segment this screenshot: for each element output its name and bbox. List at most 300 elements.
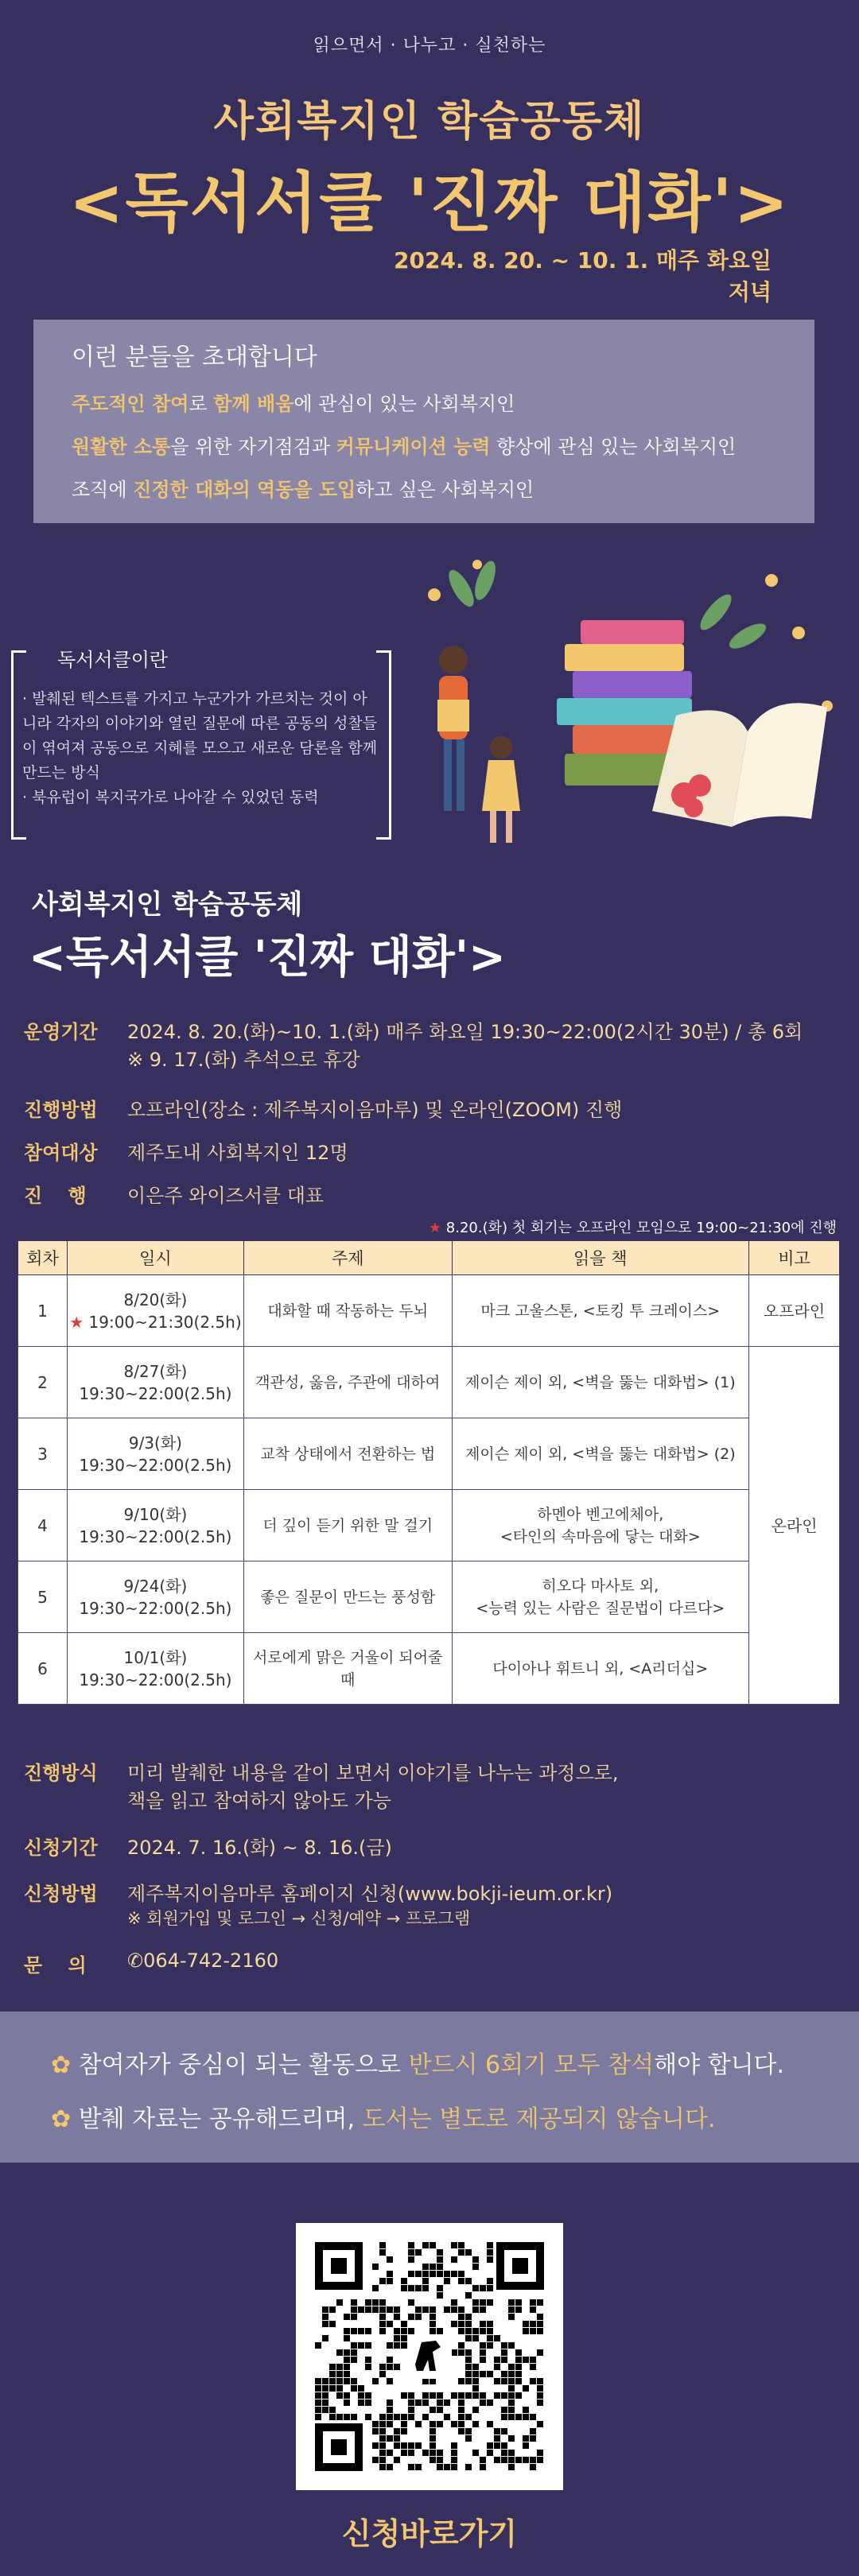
qr-module [372, 2264, 379, 2270]
qr-module [322, 2399, 328, 2406]
qr-module [480, 2306, 486, 2313]
qr-module [494, 2335, 500, 2341]
invite-line-3: 조직에 진정한 대화의 역동을 도입하고 싶은 사회복지인 [72, 479, 534, 501]
about-text: · 발췌된 텍스트를 가지고 누군가가 가르치는 것이 아니라 각자의 이야기와 열린 질문에 따른 공동의 성찰들이 엮여져 공동으로 지혜를 모으고 새로운 담론을 함께 만드는 방식 · 북유럽이 복지국가로 나아갈 수 있었던 동력 [22, 690, 378, 806]
phone-icon: ✆ [127, 1949, 144, 1972]
qr-module [344, 2335, 350, 2341]
qr-module [379, 2306, 386, 2313]
qr-module [372, 2306, 379, 2313]
first-session-note: ★ 8.20.(화) 첫 회기는 오프라인 모임으로 19:00~21:30에 진행 [428, 1220, 837, 1236]
qr-module [336, 2385, 343, 2392]
qr-module [501, 2457, 507, 2463]
qr-module [344, 2378, 350, 2384]
qr-module [415, 2285, 422, 2291]
qr-module [351, 2299, 357, 2306]
qr-module [458, 2407, 464, 2413]
qr-module [351, 2414, 357, 2420]
qr-module [422, 2278, 429, 2284]
qr-module [458, 2249, 464, 2256]
qr-module [358, 2399, 364, 2406]
qr-module [537, 2450, 543, 2456]
col-header-topic: 주제 [243, 1241, 452, 1275]
open-book [652, 703, 827, 827]
qr-module [537, 2328, 543, 2334]
qr-module [387, 2450, 393, 2456]
qr-module [394, 2442, 400, 2449]
qr-module [408, 2407, 414, 2413]
qr-module [451, 2464, 457, 2470]
qr-module [487, 2371, 493, 2377]
qr-module [537, 2457, 543, 2463]
qr-module [401, 2285, 407, 2291]
qr-module [537, 2349, 543, 2356]
qr-module [515, 2306, 522, 2313]
qr-module [401, 2442, 407, 2449]
qr-module [379, 2242, 386, 2248]
qr-code-image [296, 2223, 563, 2490]
qr-module [501, 2450, 507, 2456]
qr-module [451, 2242, 457, 2248]
qr-module [501, 2371, 507, 2377]
qr-module [494, 2435, 500, 2442]
qr-module [508, 2364, 515, 2370]
qr-module [408, 2328, 414, 2334]
qr-module [329, 2378, 336, 2384]
qr-module [430, 2328, 436, 2334]
qr-module [322, 2321, 328, 2327]
qr-module [379, 2364, 386, 2370]
qr-module [472, 2328, 479, 2334]
qr-module [530, 2364, 536, 2370]
qr-module [365, 2342, 371, 2349]
qr-module [315, 2407, 321, 2413]
qr-module [472, 2285, 479, 2291]
schedule-table [17, 1240, 840, 1705]
qr-module [494, 2392, 500, 2399]
qr-module [387, 2321, 393, 2327]
qr-module [394, 2457, 400, 2463]
qr-module [387, 2435, 393, 2442]
qr-module [351, 2385, 357, 2392]
qr-module [465, 2378, 472, 2384]
qr-module [365, 2328, 371, 2334]
qr-module [451, 2271, 457, 2277]
qr-module [508, 2306, 515, 2313]
qr-module [422, 2392, 429, 2399]
qr-module [465, 2428, 472, 2434]
invite-line-2: 원활한 소통을 위한 자기점검과 커뮤니케이션 능력 향상에 관심 있는 사회복지인 [72, 436, 737, 458]
qr-module [322, 2407, 328, 2413]
about-box [11, 650, 391, 835]
qr-module [351, 2349, 357, 2356]
qr-module [465, 2364, 472, 2370]
qr-module [379, 2299, 386, 2306]
table-row: 3 9/3(화) 19:30~22:00(2.5h) 교착 상태에서 전환하는 법 제이슨 제이 외, <벽을 뚫는 대화법> (2) [18, 1418, 840, 1490]
qr-module [430, 2306, 436, 2313]
qr-module [408, 2464, 414, 2470]
qr-module [465, 2314, 472, 2320]
qr-module [430, 2321, 436, 2327]
qr-module [365, 2399, 371, 2406]
qr-module [430, 2435, 436, 2442]
info-target: 참여대상 제주도내 사회복지인 12명 [24, 1142, 348, 1164]
qr-module [408, 2414, 414, 2420]
qr-module [465, 2464, 472, 2470]
qr-module [487, 2285, 493, 2291]
qr-module [430, 2392, 436, 2399]
invite-title: 이런 분들을 초대합니다 [72, 343, 317, 371]
qr-module [372, 2378, 379, 2384]
qr-module [372, 2421, 379, 2427]
qr-module [379, 2414, 386, 2420]
qr-module [451, 2457, 457, 2463]
qr-module [387, 2342, 393, 2349]
qr-module [437, 2407, 443, 2413]
qr-module [451, 2421, 457, 2427]
qr-module [315, 2414, 321, 2420]
qr-module [365, 2306, 371, 2313]
star-icon: ★ [69, 1312, 89, 1332]
table-row: 5 9/24(화) 19:30~22:00(2.5h) 좋은 질문이 만드는 풍성함 히오다 마사토 외, <능력 있는 사람은 질문법이 다르다> [18, 1562, 840, 1633]
qr-module [315, 2385, 321, 2392]
qr-module [365, 2357, 371, 2363]
qr-module [379, 2428, 386, 2434]
about-title: 독서서클이란 [49, 644, 176, 672]
qr-module [494, 2457, 500, 2463]
section-main-title: <독서서클 '진짜 대화'> [29, 932, 506, 983]
qr-module [480, 2392, 486, 2399]
qr-module [437, 2464, 443, 2470]
qr-module [408, 2442, 414, 2449]
star-icon: ★ [428, 1220, 442, 1236]
qr-module [508, 2314, 515, 2320]
qr-module [472, 2335, 479, 2341]
qr-module [387, 2364, 393, 2370]
qr-module [487, 2256, 493, 2263]
qr-module [394, 2342, 400, 2349]
qr-module [508, 2457, 515, 2463]
qr-module [344, 2364, 350, 2370]
table-header-row [18, 1241, 840, 1275]
qr-module [387, 2378, 393, 2384]
qr-module [422, 2242, 429, 2248]
qr-module [387, 2306, 393, 2313]
info-process: 진행방식 미리 발췌한 내용을 같이 보면서 이야기를 나누는 과정으로, 책을 읽고 참여하지 않아도 가능 [24, 1762, 619, 1812]
qr-module [472, 2392, 479, 2399]
qr-module [415, 2399, 422, 2406]
qr-module [437, 2450, 443, 2456]
qr-module [394, 2428, 400, 2434]
qr-module [408, 2392, 414, 2399]
qr-module [537, 2421, 543, 2427]
qr-module [451, 2299, 457, 2306]
qr-module [458, 2349, 464, 2356]
qr-module [465, 2249, 472, 2256]
qr-module [372, 2442, 379, 2449]
qr-module [394, 2306, 400, 2313]
qr-module [344, 2414, 350, 2420]
qr-module [451, 2450, 457, 2456]
info-apply-period: 신청기간 2024. 7. 16.(화) ~ 8. 16.(금) [24, 1837, 392, 1859]
qr-module [408, 2242, 414, 2248]
qr-module [329, 2407, 336, 2413]
qr-module [523, 2385, 529, 2392]
invite-line-1: 주도적인 참여로 함께 배움에 관심이 있는 사회복지인 [72, 393, 515, 415]
qr-module [530, 2414, 536, 2420]
qr-module [344, 2349, 350, 2356]
qr-module [401, 2414, 407, 2420]
qr-module [480, 2371, 486, 2377]
qr-module [472, 2264, 479, 2270]
qr-module [465, 2435, 472, 2442]
qr-module [494, 2357, 500, 2363]
qr-module [415, 2314, 422, 2320]
qr-module [401, 2278, 407, 2284]
qr-module [394, 2435, 400, 2442]
qr-module [458, 2421, 464, 2427]
qr-module [494, 2442, 500, 2449]
qr-module [537, 2314, 543, 2320]
qr-module [480, 2321, 486, 2327]
qr-module [365, 2392, 371, 2399]
qr-module [430, 2314, 436, 2320]
qr-module [501, 2392, 507, 2399]
qr-module [487, 2342, 493, 2349]
qr-module [458, 2414, 464, 2420]
col-header-date: 일시 [67, 1241, 243, 1275]
qr-module [358, 2392, 364, 2399]
qr-module [408, 2271, 414, 2277]
qr-module [487, 2442, 493, 2449]
qr-module [437, 2249, 443, 2256]
qr-module [322, 2385, 328, 2392]
qr-module [472, 2364, 479, 2370]
qr-module [422, 2271, 429, 2277]
qr-module [351, 2328, 357, 2334]
qr-module [494, 2378, 500, 2384]
qr-module [523, 2435, 529, 2442]
qr-module [437, 2392, 443, 2399]
qr-module [444, 2271, 450, 2277]
qr-module [523, 2321, 529, 2327]
qr-module [344, 2328, 350, 2334]
qr-module [394, 2414, 400, 2420]
qr-module [379, 2371, 386, 2377]
qr-module [515, 2378, 522, 2384]
qr-module [430, 2242, 436, 2248]
qr-code[interactable] [296, 2223, 563, 2490]
qr-module [336, 2392, 343, 2399]
qr-module [487, 2278, 493, 2284]
qr-module [472, 2378, 479, 2384]
qr-module [508, 2392, 515, 2399]
qr-module [401, 2342, 407, 2349]
qr-module [379, 2421, 386, 2427]
qr-module [480, 2464, 486, 2470]
qr-module [487, 2299, 493, 2306]
qr-module [422, 2264, 429, 2270]
qr-module [408, 2399, 414, 2406]
qr-module [451, 2392, 457, 2399]
qr-module [401, 2328, 407, 2334]
qr-module [415, 2421, 422, 2427]
col-header-note: 비고 [749, 1241, 840, 1275]
qr-module [501, 2442, 507, 2449]
qr-module [437, 2292, 443, 2299]
qr-module [408, 2299, 414, 2306]
qr-module [430, 2457, 436, 2463]
table-row: 1 8/20(화) ★ 19:00~21:30(2.5h) 대화할 때 작동하는 두뇌 마크 고울스톤, <토킹 투 크레이스> 오프라인 [18, 1275, 840, 1347]
qr-module [472, 2371, 479, 2377]
qr-module [401, 2428, 407, 2434]
qr-module [430, 2421, 436, 2427]
qr-module [515, 2364, 522, 2370]
qr-module [387, 2256, 393, 2263]
qr-module [451, 2321, 457, 2327]
qr-module [458, 2342, 464, 2349]
section-title: 사회복지인 학습공동체 [32, 889, 303, 921]
qr-module [458, 2428, 464, 2434]
notice-line-2: ✿ 발췌 자료는 공유해드리며, 도서는 별도로 제공되지 않습니다. [51, 2105, 716, 2133]
qr-module [422, 2378, 429, 2384]
qr-module [430, 2378, 436, 2384]
info-host: 진 행 이은주 와이즈서클 대표 [24, 1185, 325, 1207]
qr-module [344, 2392, 350, 2399]
qr-module [422, 2414, 429, 2420]
qr-module [501, 2378, 507, 2384]
qr-module [458, 2321, 464, 2327]
qr-module [344, 2371, 350, 2377]
table-row: 4 9/10(화) 19:30~22:00(2.5h) 더 깊이 듣기 위한 말 걸기 하멘아 벤고에체아, <타인의 속마음에 닿는 대화> [18, 1490, 840, 1562]
col-header-no: 회차 [18, 1241, 68, 1275]
qr-module [351, 2357, 357, 2363]
qr-module [358, 2328, 364, 2334]
qr-module [537, 2385, 543, 2392]
qr-module [530, 2378, 536, 2384]
qr-module [472, 2306, 479, 2313]
qr-module [530, 2299, 536, 2306]
qr-module [387, 2399, 393, 2406]
girl-figure [482, 736, 520, 843]
header-main-title: <독서서클 '진짜 대화'> [68, 165, 791, 241]
header-date: 2024. 8. 20. ~ 10. 1. 매주 화요일 저녁 [394, 247, 772, 305]
qr-module [430, 2264, 436, 2270]
qr-module [530, 2464, 536, 2470]
qr-module [465, 2278, 472, 2284]
qr-module [422, 2285, 429, 2291]
woman-figure [437, 646, 469, 811]
qr-module [508, 2407, 515, 2413]
qr-module [437, 2457, 443, 2463]
qr-module [379, 2328, 386, 2334]
qr-module [422, 2450, 429, 2456]
qr-module [358, 2385, 364, 2392]
qr-module [394, 2335, 400, 2341]
qr-module [515, 2414, 522, 2420]
qr-module [458, 2242, 464, 2248]
qr-module [458, 2314, 464, 2320]
qr-module [451, 2306, 457, 2313]
qr-module [379, 2450, 386, 2456]
qr-module [458, 2306, 464, 2313]
qr-module [336, 2299, 343, 2306]
qr-module [501, 2342, 507, 2349]
qr-module [322, 2392, 328, 2399]
qr-module [322, 2314, 328, 2320]
qr-module [329, 2364, 336, 2370]
qr-module [515, 2357, 522, 2363]
qr-module [458, 2278, 464, 2284]
qr-module [372, 2457, 379, 2463]
qr-module [437, 2399, 443, 2406]
qr-module [351, 2306, 357, 2313]
qr-module [508, 2435, 515, 2442]
qr-module [379, 2442, 386, 2449]
apply-link[interactable]: 신청바로가기 [341, 2516, 518, 2551]
qr-module [472, 2256, 479, 2263]
qr-module [394, 2314, 400, 2320]
notice-line-1: ✿ 참여자가 중심이 되는 활동으로 반드시 6회기 모두 참석해야 합니다. [51, 2051, 785, 2079]
qr-module [501, 2349, 507, 2356]
flower-icon: ✿ [51, 2051, 72, 2079]
qr-module [351, 2314, 357, 2320]
qr-module [379, 2314, 386, 2320]
qr-module [472, 2385, 479, 2392]
info-contact: 문 의 ✆064-742-2160 [24, 1949, 279, 1977]
qr-module [379, 2278, 386, 2284]
qr-module [530, 2328, 536, 2334]
qr-module [515, 2371, 522, 2377]
qr-module [537, 2399, 543, 2406]
qr-module [379, 2249, 386, 2256]
qr-module [415, 2306, 422, 2313]
info-operation: 운영기간 2024. 8. 20.(화)~10. 1.(화) 매주 화요일 19:30~22:00(2시간 30분) / 총 6회 ※ 9. 17.(화) 추석으로 휴강 [24, 1021, 803, 1071]
qr-module [508, 2450, 515, 2456]
qr-module [408, 2314, 414, 2320]
qr-module [372, 2285, 379, 2291]
qr-module [523, 2457, 529, 2463]
qr-module [487, 2335, 493, 2341]
qr-module [415, 2249, 422, 2256]
qr-module [508, 2299, 515, 2306]
qr-module [387, 2421, 393, 2427]
qr-module [344, 2314, 350, 2320]
qr-module [465, 2292, 472, 2299]
header-subtitle: 읽으면서 · 나누고 · 실천하는 [313, 36, 546, 56]
qr-module [487, 2321, 493, 2327]
qr-module [329, 2306, 336, 2313]
qr-module [472, 2421, 479, 2427]
qr-module [480, 2399, 486, 2406]
qr-module [451, 2256, 457, 2263]
qr-module [358, 2342, 364, 2349]
qr-module [437, 2421, 443, 2427]
qr-module [487, 2421, 493, 2427]
qr-module [458, 2378, 464, 2384]
qr-module [530, 2306, 536, 2313]
qr-module [501, 2357, 507, 2363]
qr-module [487, 2399, 493, 2406]
qr-module [508, 2378, 515, 2384]
qr-module [523, 2328, 529, 2334]
qr-module [387, 2278, 393, 2284]
qr-module [451, 2349, 457, 2356]
qr-module [465, 2357, 472, 2363]
qr-module [508, 2371, 515, 2377]
qr-module [401, 2392, 407, 2399]
qr-module [458, 2399, 464, 2406]
qr-module [523, 2414, 529, 2420]
